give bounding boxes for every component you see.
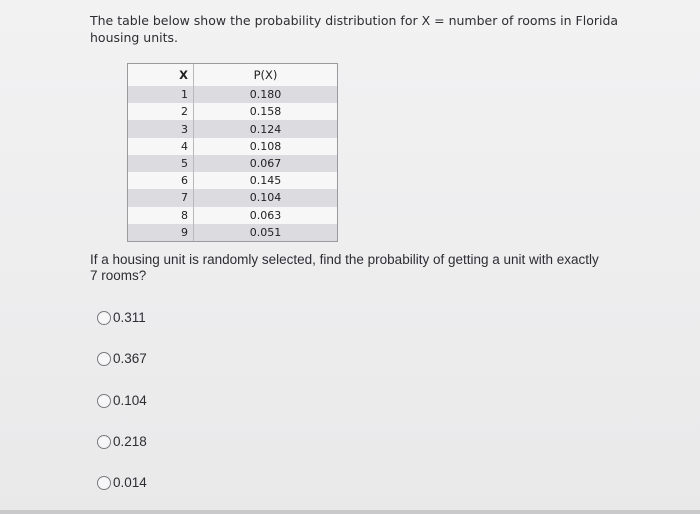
- cell-p: 0.063: [194, 207, 338, 224]
- cell-x: 2: [181, 105, 188, 119]
- cell-p: 0.145: [194, 172, 338, 189]
- table-row: [128, 224, 337, 241]
- table-row: [128, 120, 337, 137]
- radio-button-icon[interactable]: [97, 352, 111, 366]
- cell-x: 6: [181, 174, 188, 188]
- answer-option-4[interactable]: [97, 434, 147, 449]
- cell-x: 3: [128, 120, 194, 137]
- cell-x: 1: [128, 86, 194, 103]
- answer-option-label: 0.367: [113, 351, 147, 366]
- cell-p: 0.104: [194, 189, 338, 206]
- answer-option-5[interactable]: [97, 475, 147, 490]
- table-header-row: [128, 64, 337, 86]
- probability-table-grid: [128, 64, 337, 241]
- table-row: [128, 155, 337, 172]
- answer-option-2[interactable]: [97, 351, 147, 366]
- radio-button-icon[interactable]: [97, 435, 111, 449]
- answer-option-label: 0.104: [113, 393, 147, 408]
- cell-x: 4: [181, 139, 188, 153]
- cell-p: 0.180: [194, 86, 338, 103]
- table-row: [128, 103, 337, 120]
- answer-option-3[interactable]: [97, 393, 147, 408]
- answer-option-label: 0.014: [113, 475, 147, 490]
- radio-button-icon[interactable]: [97, 311, 111, 325]
- header-x: X: [179, 68, 188, 82]
- probability-table: [127, 63, 338, 242]
- bottom-divider: [0, 510, 700, 514]
- question-text: If a housing unit is randomly selected, find the probability of getting a unit with exactly 7 rooms?: [90, 252, 599, 283]
- radio-button-icon[interactable]: [97, 394, 111, 408]
- cell-x: 5: [128, 155, 194, 172]
- header-px: P(X): [194, 64, 338, 86]
- intro-text: The table below show the probability distribution for X = number of rooms in Florida housing units.: [90, 13, 619, 45]
- cell-p: 0.158: [194, 103, 338, 120]
- table-row: [128, 189, 337, 206]
- table-row: [128, 172, 337, 189]
- cell-p: 0.124: [194, 120, 338, 137]
- table-row: [128, 207, 337, 224]
- cell-x: 9: [128, 224, 194, 241]
- table-row: [128, 86, 337, 103]
- radio-button-icon[interactable]: [97, 476, 111, 490]
- cell-p: 0.108: [194, 138, 338, 155]
- cell-x: 7: [128, 189, 194, 206]
- answer-option-1[interactable]: [97, 310, 146, 325]
- answer-option-label: 0.218: [113, 434, 147, 449]
- cell-p: 0.051: [194, 224, 338, 241]
- table-row: [128, 138, 337, 155]
- answer-option-label: 0.311: [113, 310, 146, 325]
- cell-x: 8: [181, 208, 188, 222]
- cell-p: 0.067: [194, 155, 338, 172]
